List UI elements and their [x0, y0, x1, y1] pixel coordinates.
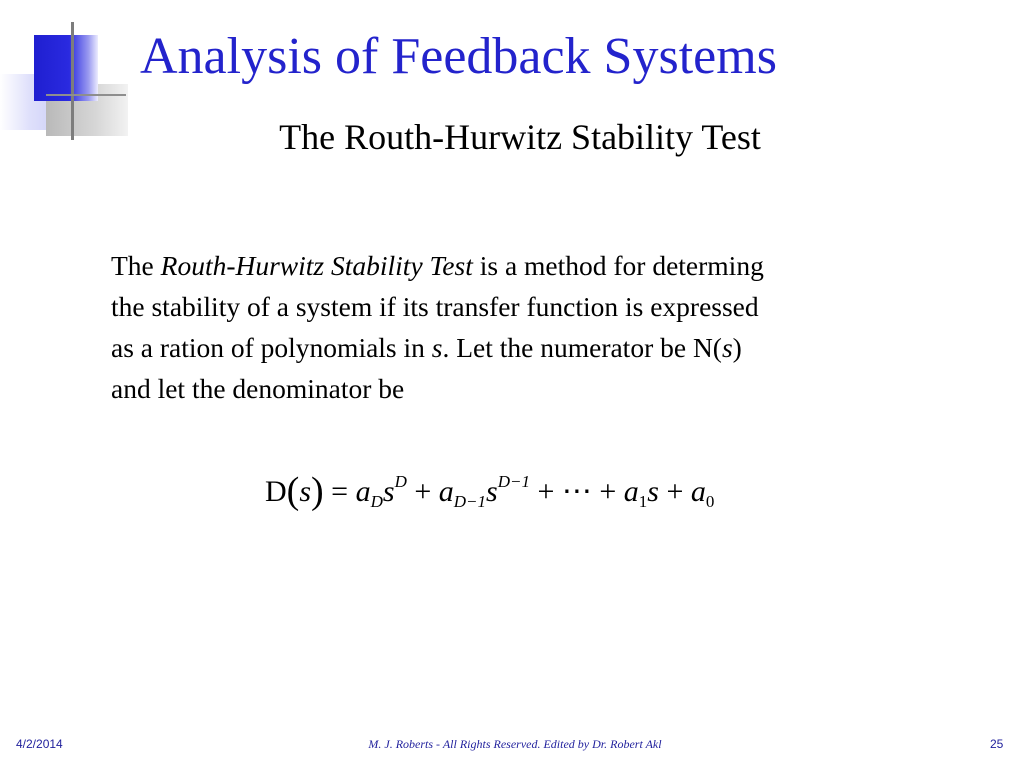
eq-sub: 1: [638, 492, 648, 511]
body-line-3: [111, 327, 931, 368]
eq-var: s: [299, 475, 312, 508]
eq-plus: +: [658, 475, 691, 508]
body-paragraph: [111, 245, 931, 409]
footer-date: 4/2/2014: [16, 737, 63, 751]
eq-sub: D: [370, 492, 383, 511]
eq-dots: + ⋯ +: [529, 475, 624, 508]
eq-coef: a: [623, 475, 639, 508]
body-text-segment: is a method for determing: [472, 250, 764, 281]
denominator-equation: [265, 472, 714, 510]
body-text-segment: . Let the numerator be N(: [442, 332, 722, 363]
eq-open-paren: (: [286, 470, 300, 512]
eq-coef: a: [438, 475, 454, 508]
decorative-horizontal-line: [46, 94, 126, 96]
footer-page-number: 25: [990, 737, 1004, 751]
eq-equals: =: [323, 475, 356, 508]
eq-sub: 0: [705, 492, 715, 511]
eq-close-paren: ): [311, 470, 324, 512]
term-emphasis: Routh-Hurwitz Stability Test: [160, 250, 473, 281]
eq-sup: D: [394, 472, 407, 491]
variable-s: s: [721, 332, 733, 363]
eq-function-name: D: [265, 475, 287, 508]
slide-subtitle: The Routh-Hurwitz Stability Test: [279, 117, 761, 157]
footer-credit: M. J. Roberts - All Rights Reserved. Edited by Dr. Robert Akl: [368, 737, 662, 751]
slide-title: Analysis of Feedback Systems: [140, 28, 777, 85]
body-text-segment: The: [111, 250, 161, 281]
body-line-2: the stability of a system if its transfer function is expressed: [111, 291, 759, 322]
eq-sub: D−1: [453, 492, 487, 511]
body-text-segment: ): [732, 332, 742, 363]
eq-var: s: [486, 475, 498, 508]
eq-var: s: [382, 475, 395, 508]
decorative-blue-square: [34, 35, 98, 101]
body-line-1: [111, 245, 931, 286]
variable-s: s: [431, 332, 443, 363]
body-text-segment: as a ration of polynomials in: [111, 332, 432, 363]
eq-var: s: [647, 475, 659, 508]
eq-plus: +: [406, 475, 439, 508]
eq-coef: a: [355, 475, 371, 508]
body-line-4: and let the denominator be: [111, 373, 405, 404]
eq-coef: a: [690, 475, 706, 508]
eq-sup: D−1: [497, 472, 530, 491]
